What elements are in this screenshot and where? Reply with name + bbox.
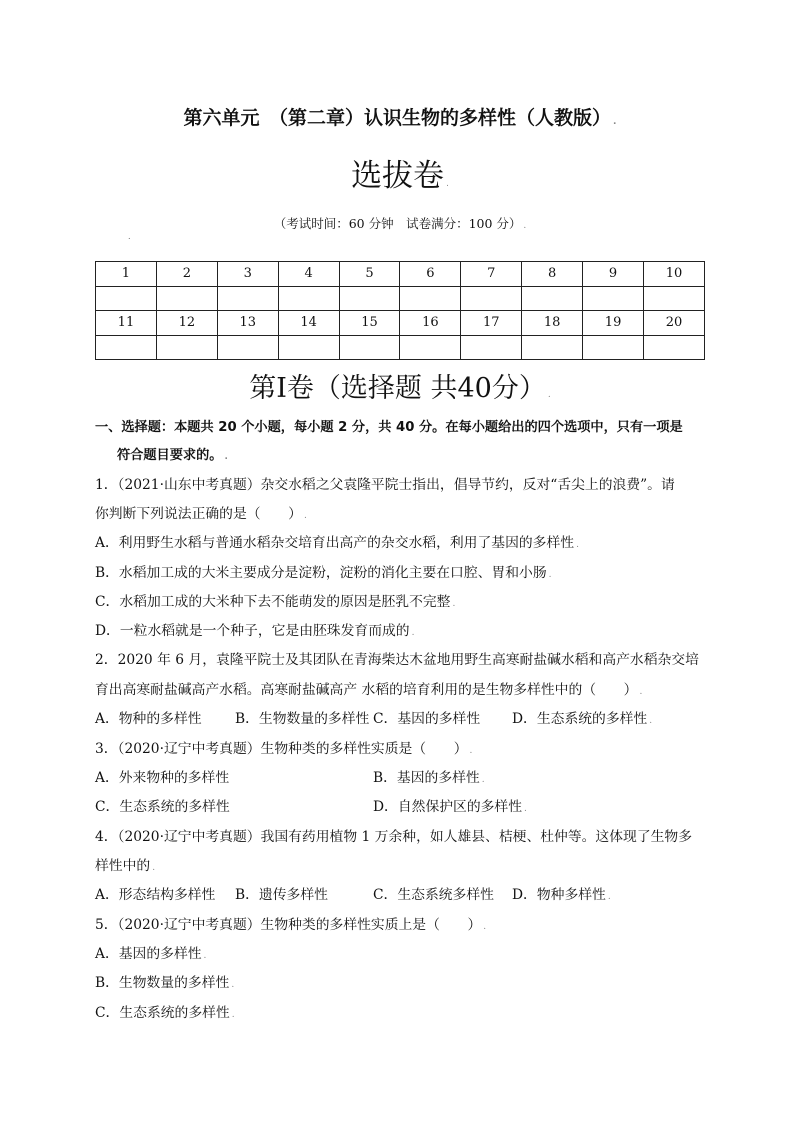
grid-number-cell: 19: [583, 311, 644, 336]
question-4-option-a[interactable]: A．形态结构多样性: [95, 887, 216, 903]
answer-cell[interactable]: [522, 335, 583, 360]
answer-cell[interactable]: [522, 286, 583, 311]
question-1-stem-line-2: 你判断下列说法正确的是（ ） .: [95, 506, 307, 522]
answer-cell[interactable]: [156, 286, 217, 311]
grid-number-cell: 11: [96, 311, 157, 336]
grid-number-cell: 5: [339, 262, 400, 287]
grid-number-cell: 14: [278, 311, 339, 336]
paragraph-mark: .: [128, 232, 131, 241]
answer-cell[interactable]: [461, 335, 522, 360]
question-4-stem-line-1: 4．（2020·辽宁中考真题）我国有药用植物 1 万余种，如人雄县、桔梗、杜仲等。这体现了生物多: [95, 829, 693, 845]
answer-cell[interactable]: [278, 335, 339, 360]
grid-number-cell: 18: [522, 311, 583, 336]
question-5-option-c[interactable]: C．生态系统的多样性 .: [95, 1005, 235, 1021]
answer-cell[interactable]: [339, 335, 400, 360]
answer-cell[interactable]: [217, 286, 278, 311]
grid-number-cell: 12: [156, 311, 217, 336]
answer-cell[interactable]: [400, 286, 461, 311]
question-2-option-d[interactable]: D．生态系统的多样性 .: [512, 711, 653, 727]
grid-number-cell: 2: [156, 262, 217, 287]
grid-number-cell: 13: [217, 311, 278, 336]
answer-cell[interactable]: [96, 335, 157, 360]
grid-number-cell: 4: [278, 262, 339, 287]
grid-number-cell: 6: [400, 262, 461, 287]
question-1-stem-line-1: 1．（2021·山东中考真题）杂交水稻之父袁隆平院士指出，倡导节约，反对“舌尖上的浪费”。请: [95, 477, 675, 493]
grid-number-cell: 15: [339, 311, 400, 336]
answer-cell[interactable]: [583, 286, 644, 311]
answer-cell[interactable]: [400, 335, 461, 360]
answer-cell[interactable]: [96, 286, 157, 311]
question-3-option-d[interactable]: D．自然保护区的多样性 .: [373, 799, 527, 815]
answer-cell[interactable]: [644, 335, 705, 360]
grid-number-cell: 17: [461, 311, 522, 336]
document-subtitle: 选拔卷 .: [351, 158, 449, 194]
answer-cell[interactable]: [583, 335, 644, 360]
grid-number-cell: 20: [644, 311, 705, 336]
grid-number-cell: 3: [217, 262, 278, 287]
answer-grid: [95, 261, 705, 360]
question-2-option-b[interactable]: B．生物数量的多样性: [235, 711, 370, 727]
answer-cell[interactable]: [217, 335, 278, 360]
answer-cell[interactable]: [278, 286, 339, 311]
grid-number-cell: 7: [461, 262, 522, 287]
question-1-option-b[interactable]: B．水稻加工成的大米主要成分是淀粉，淀粉的消化主要在口腔、胃和小肠 .: [95, 565, 552, 581]
grid-number-cell: 16: [400, 311, 461, 336]
answer-grid-number-row: [96, 311, 705, 336]
document-title: 第六单元 （第二章）认识生物的多样性（人教版） .: [183, 107, 617, 129]
question-2-option-c[interactable]: C．基因的多样性: [373, 711, 481, 727]
question-1-option-d[interactable]: D．一粒水稻就是一个种子，它是由胚珠发育而成的 .: [95, 623, 415, 639]
question-5-stem: 5．（2020·辽宁中考真题）生物种类的多样性实质上是（ ） .: [95, 917, 487, 933]
grid-number-cell: 10: [644, 262, 705, 287]
answer-cell[interactable]: [156, 335, 217, 360]
question-4-option-b[interactable]: B．遗传多样性: [235, 887, 328, 903]
question-2-stem-line-1: 2．2020 年 6 月，袁隆平院士及其团队在青海柴达木盆地用野生高寒耐盐碱水稻和高产水稻杂交培: [95, 652, 699, 668]
question-3-option-c[interactable]: C．生态系统的多样性: [95, 799, 230, 815]
answer-cell[interactable]: [339, 286, 400, 311]
answer-grid-blank-row: [96, 286, 705, 311]
exam-info: （考试时间：60 分钟 试卷满分：100 分） .: [273, 216, 527, 231]
instructions-line-1: 一、选择题：本题共 20 个小题，每小题 2 分，共 40 分。在每小题给出的四个选项中，只有一项是: [95, 420, 683, 435]
question-3-stem: 3．（2020·辽宁中考真题）生物种类的多样性实质是（ ） .: [95, 741, 473, 757]
grid-number-cell: 1: [96, 262, 157, 287]
answer-grid-blank-row: [96, 335, 705, 360]
instructions-line-2: 符合题目要求的。 .: [117, 448, 228, 463]
question-5-option-b[interactable]: B．生物数量的多样性 .: [95, 975, 235, 991]
question-5-option-a[interactable]: A．基因的多样性 .: [95, 946, 207, 962]
grid-number-cell: 9: [583, 262, 644, 287]
question-4-option-c[interactable]: C．生态系统多样性: [373, 887, 494, 903]
question-4-stem-line-2: 样性中的 .: [95, 858, 156, 874]
answer-cell[interactable]: [644, 286, 705, 311]
section-heading: 第Ⅰ卷（选择题 共40分） .: [249, 373, 551, 404]
question-2-stem-line-2: 育出高寒耐盐碱高产水稻。高寒耐盐碱高产 水稻的培育利用的是生物多样性中的（ ） .: [95, 682, 643, 698]
question-1-option-a[interactable]: A．利用野生水稻与普通水稻杂交培育出高产的杂交水稻，利用了基因的多样性 .: [95, 535, 579, 551]
answer-cell[interactable]: [461, 286, 522, 311]
answer-grid-number-row: [96, 262, 705, 287]
question-3-option-b[interactable]: B．基因的多样性 .: [373, 770, 485, 786]
question-1-option-c[interactable]: C．水稻加工成的大米种下去不能萌发的原因是胚乳不完整 .: [95, 594, 456, 610]
grid-number-cell: 8: [522, 262, 583, 287]
question-3-option-a[interactable]: A．外来物种的多样性: [95, 770, 230, 786]
question-4-option-d[interactable]: D．物种多样性 .: [512, 887, 611, 903]
question-2-option-a[interactable]: A．物种的多样性: [95, 711, 202, 727]
